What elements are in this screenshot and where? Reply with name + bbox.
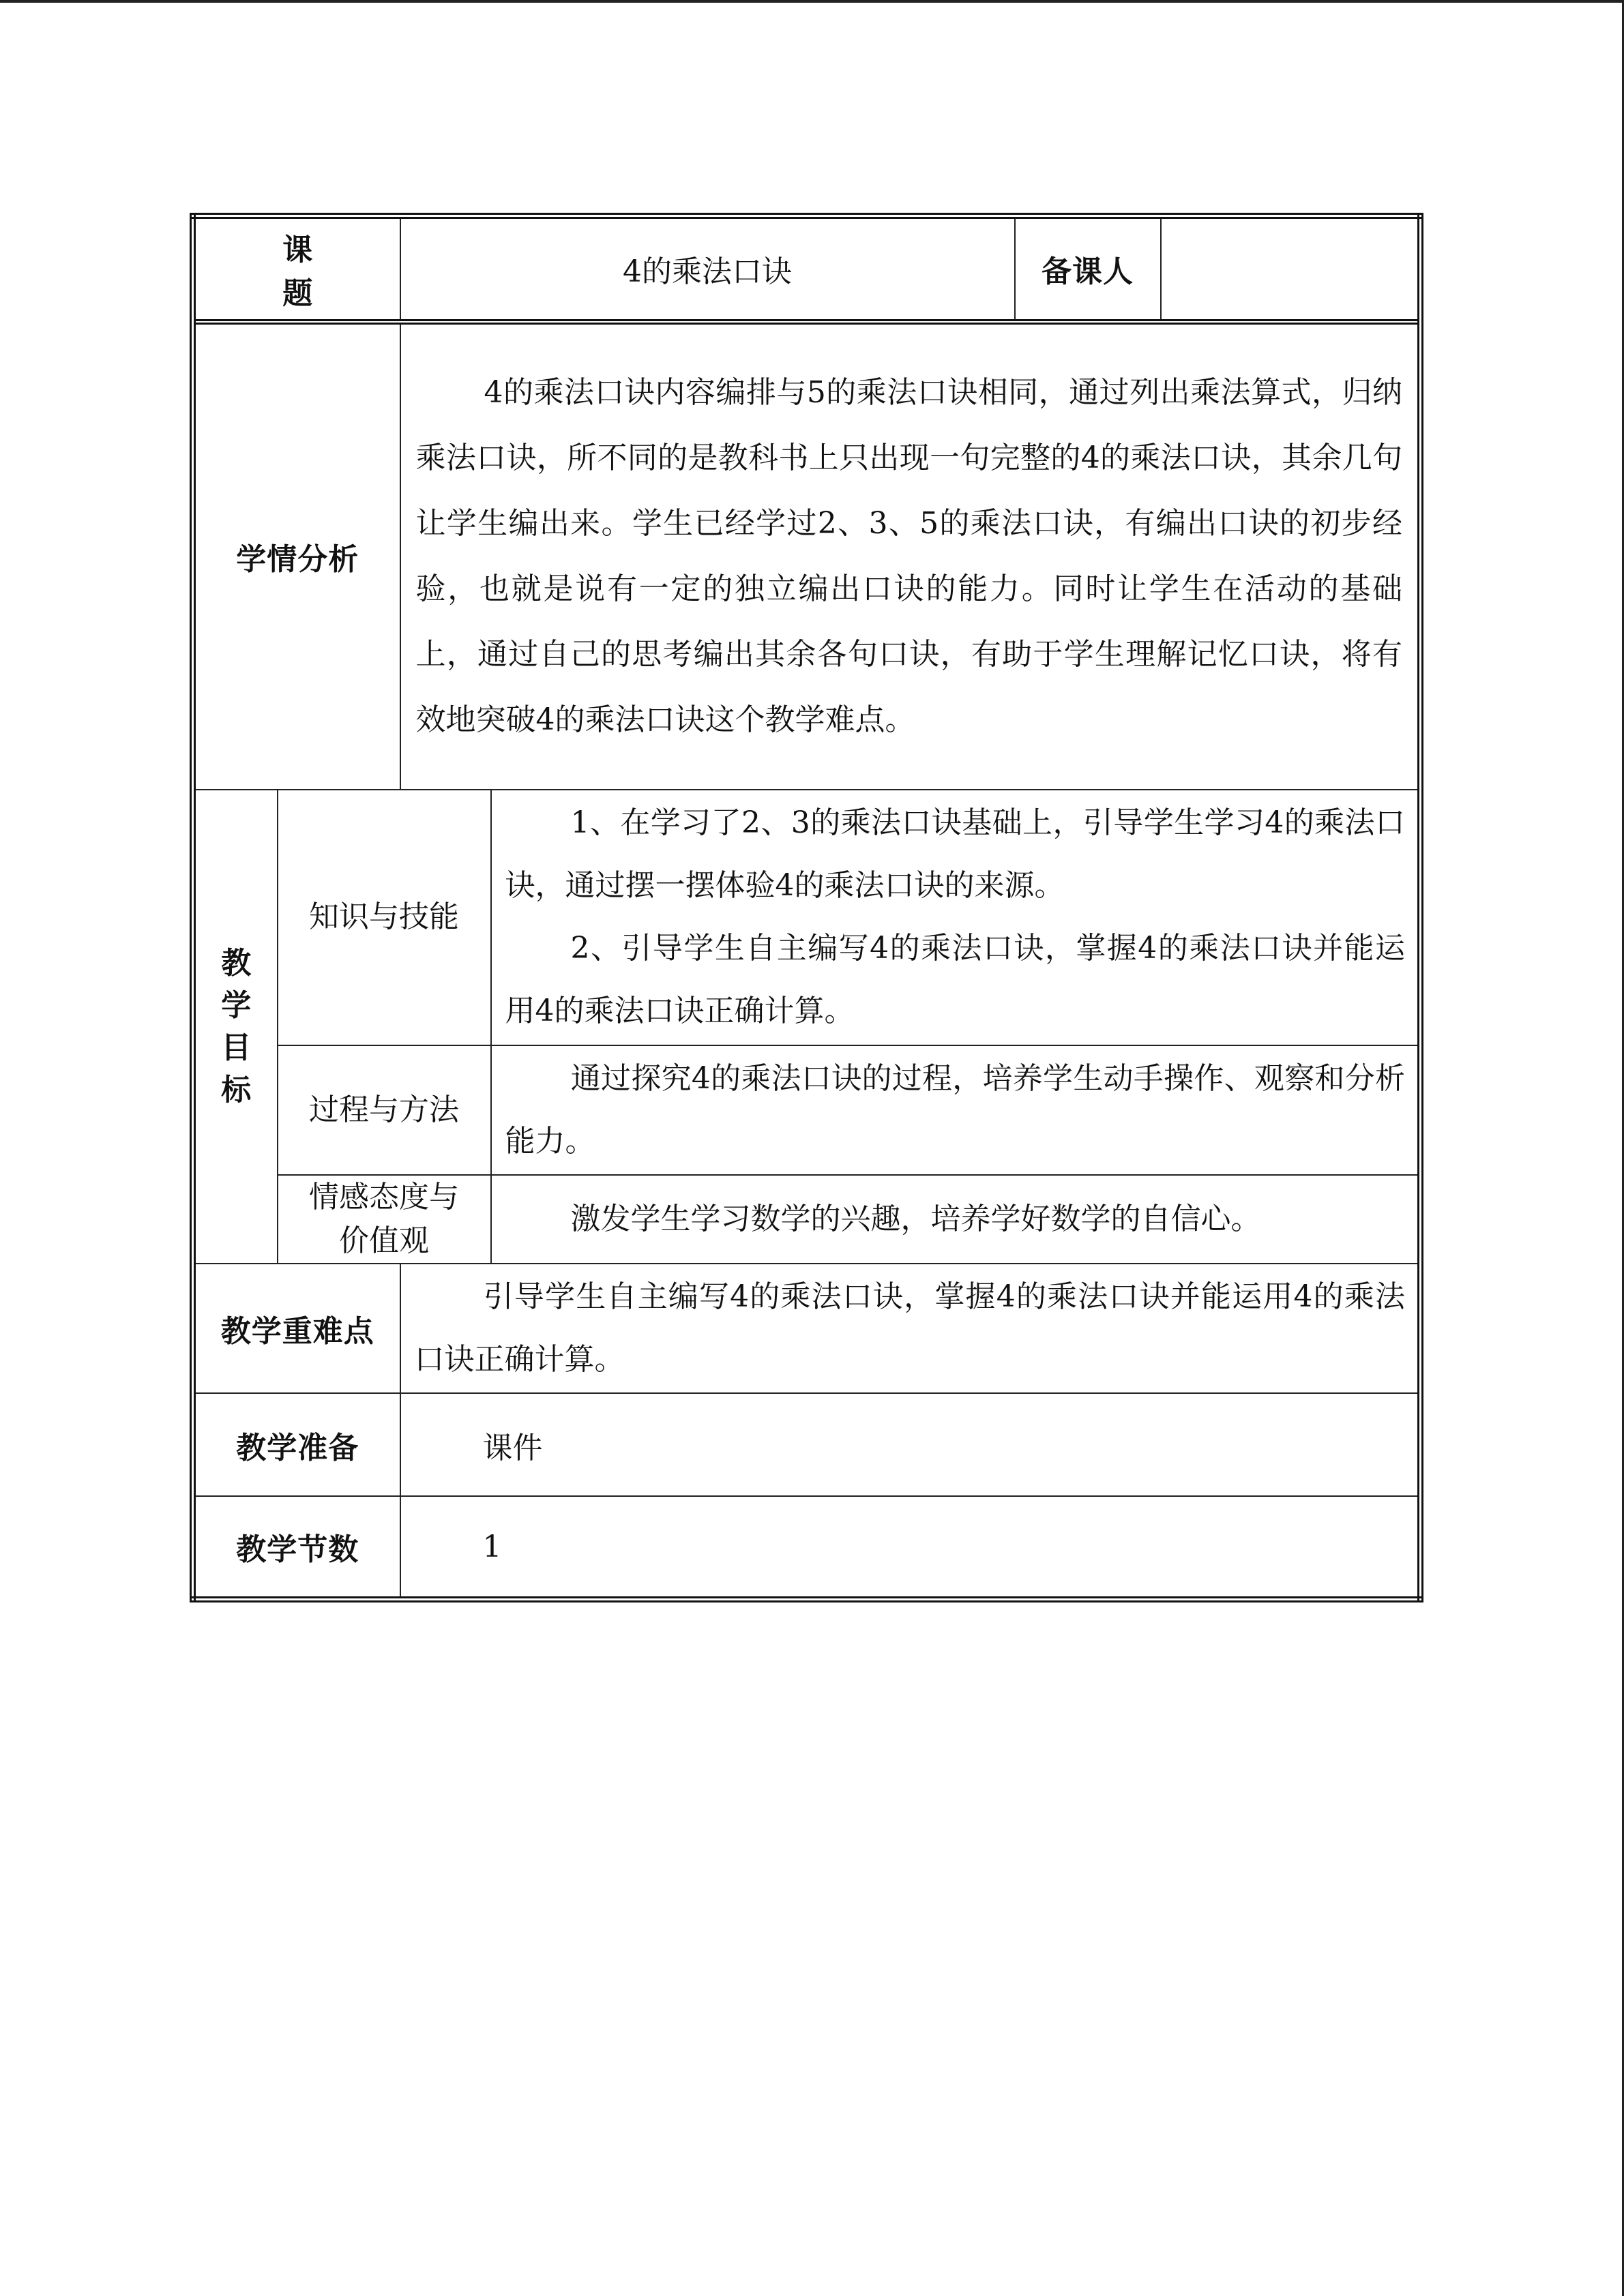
topic-label: 课 题 bbox=[193, 216, 400, 322]
objective-knowledge-row bbox=[193, 790, 1421, 1045]
emotion-text-cell bbox=[491, 1175, 1421, 1264]
key-points-text-cell bbox=[400, 1264, 1421, 1393]
key-points-label: 教学重难点 bbox=[193, 1264, 400, 1393]
analysis-text: 4的乘法口诀内容编排与5的乘法口诀相同，通过列出乘法算式，归纳乘法口诀，所不同的是教科书上只出现一句完整的4的乘法口诀，其余几句让学生编出来。学生已经学过2、3、5的乘法口诀，有编出口诀的初步经验，也就是说有一定的独立编出口诀的能力。同时让学生在活动的基础上，通过自己的思考编出其余各句口诀，有助于学生理解记忆口诀，将有效地突破4的乘法口诀这个教学难点。 bbox=[415, 375, 1403, 738]
objectives-label bbox=[193, 790, 278, 1264]
key-points-text: 引导学生自主编写4的乘法口诀，掌握4的乘法口诀并能运用4的乘法口诀正确计算。 bbox=[414, 1279, 1406, 1377]
knowledge-item-2: 2、引导学生自主编写4的乘法口诀，掌握4的乘法口诀并能运用4的乘法口诀正确计算。 bbox=[505, 931, 1406, 1029]
knowledge-text-cell bbox=[491, 790, 1421, 1045]
objective-process-row bbox=[193, 1045, 1421, 1175]
analysis-label: 学情分析 bbox=[193, 322, 400, 790]
knowledge-label: 知识与技能 bbox=[278, 790, 491, 1045]
preparer-value bbox=[1161, 216, 1421, 322]
lesson-plan-table bbox=[190, 213, 1423, 1602]
objectives-label-char: 学 bbox=[221, 987, 252, 1023]
preparation-row bbox=[193, 1393, 1421, 1496]
sessions-label: 教学节数 bbox=[193, 1496, 400, 1599]
analysis-text-cell bbox=[400, 322, 1421, 790]
analysis-row bbox=[193, 322, 1421, 790]
emotion-label-line-2: 价值观 bbox=[339, 1223, 429, 1258]
process-text-cell bbox=[491, 1045, 1421, 1175]
objectives-label-char: 标 bbox=[221, 1072, 252, 1107]
process-text: 通过探究4的乘法口诀的过程，培养学生动手操作、观察和分析能力。 bbox=[505, 1060, 1406, 1159]
topic-row bbox=[193, 216, 1421, 322]
page-top-edge bbox=[0, 0, 1624, 3]
preparer-label: 备课人 bbox=[1015, 216, 1161, 322]
objectives-label-char: 目 bbox=[221, 1030, 252, 1065]
objectives-label-char: 教 bbox=[221, 945, 252, 981]
emotion-label-line-1: 情感态度与 bbox=[309, 1179, 459, 1214]
knowledge-item-1: 1、在学习了2、3的乘法口诀基础上，引导学生学习4的乘法口诀，通过摆一摆体验4的乘法口诀的来源。 bbox=[505, 805, 1406, 904]
emotion-text: 激发学生学习数学的兴趣，培养学好数学的自信心。 bbox=[570, 1201, 1261, 1236]
process-label: 过程与方法 bbox=[278, 1045, 491, 1175]
key-points-row bbox=[193, 1264, 1421, 1393]
preparation-label: 教学准备 bbox=[193, 1393, 400, 1496]
preparation-value: 课件 bbox=[400, 1393, 1421, 1496]
objective-emotion-row bbox=[193, 1175, 1421, 1264]
emotion-label bbox=[278, 1175, 491, 1264]
topic-value: 4的乘法口诀 bbox=[400, 216, 1015, 322]
sessions-value: 1 bbox=[400, 1496, 1421, 1599]
sessions-row bbox=[193, 1496, 1421, 1599]
